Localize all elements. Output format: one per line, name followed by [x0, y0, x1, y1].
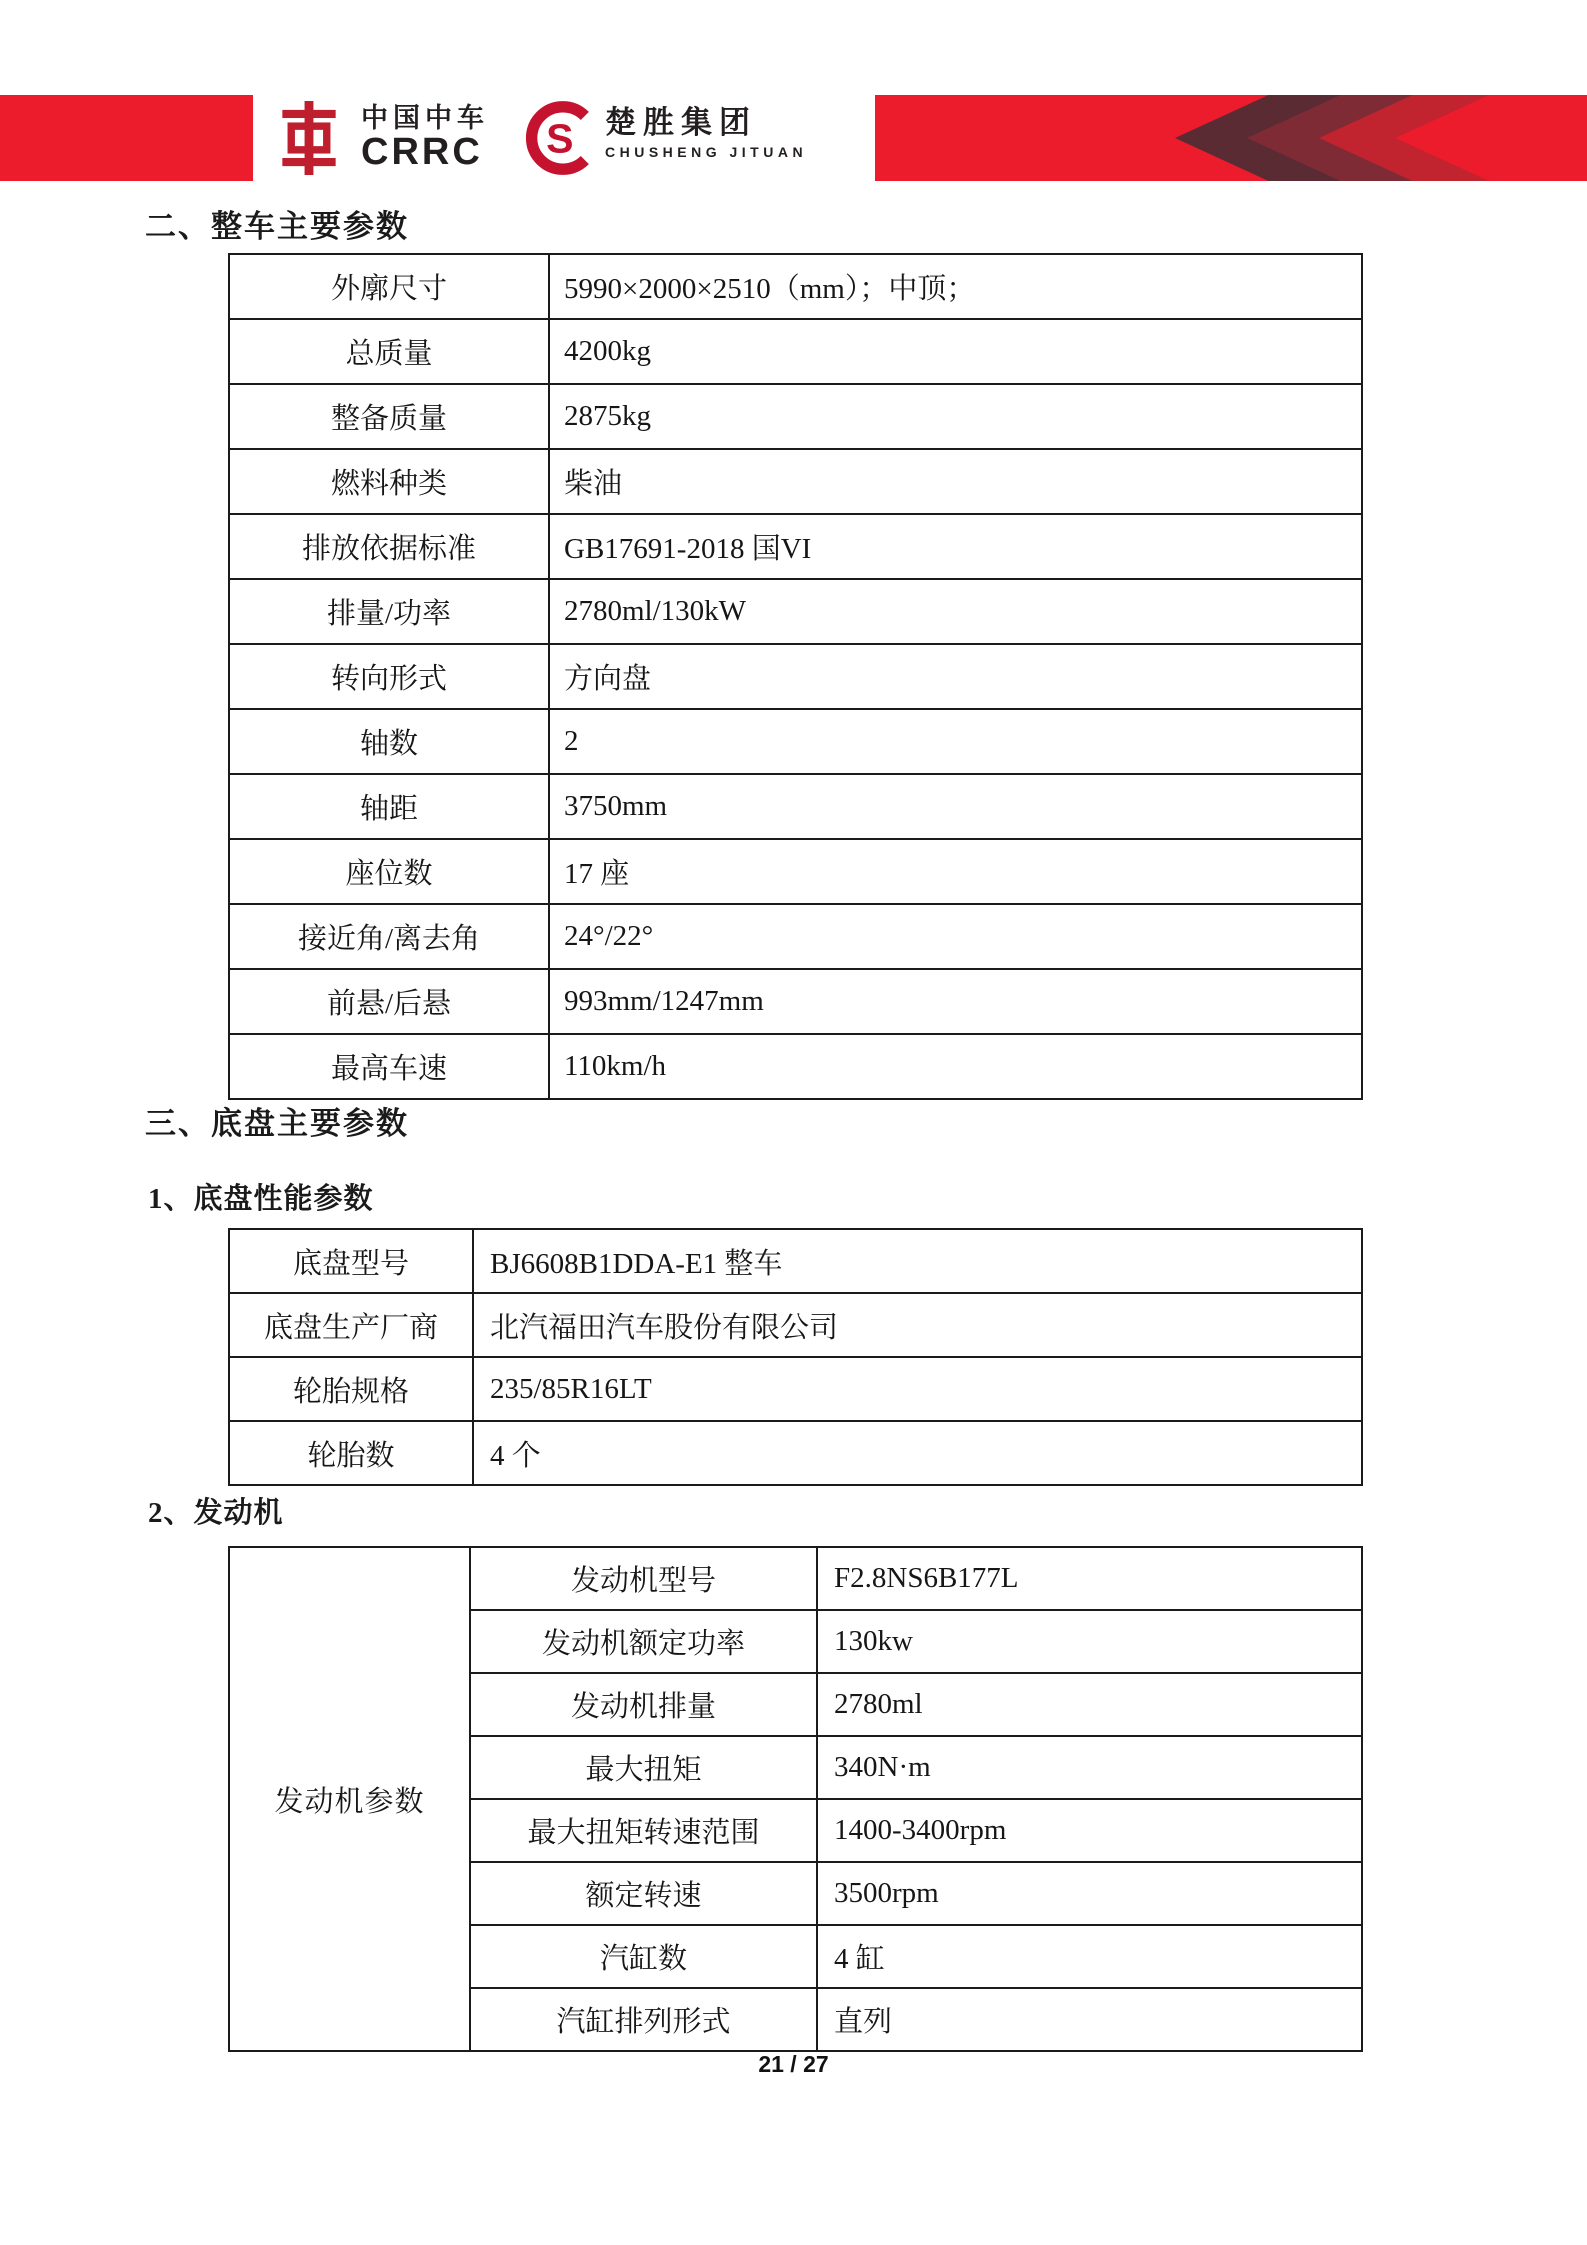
table-row: [229, 319, 1362, 384]
param-label-cell: 轮胎数: [229, 1421, 473, 1485]
param-label-cell: 排放依据标准: [229, 514, 549, 579]
param-label-cell: 底盘生产厂商: [229, 1293, 473, 1357]
table-row: [229, 1034, 1362, 1099]
section-title-vehicle-parameters: 二、整车主要参数: [145, 209, 409, 244]
param-value-cell: 17 座: [549, 839, 1362, 904]
chusheng-logo-en: CHUSHENG JITUAN: [605, 144, 808, 160]
param-value-cell: 5990×2000×2510（mm）；中顶；: [549, 254, 1362, 319]
crrc-logo-text: [361, 103, 489, 171]
crrc-logo-icon: [272, 101, 346, 175]
table-row: [229, 254, 1362, 319]
param-value-cell: 235/85R16LT: [473, 1357, 1362, 1421]
param-label-cell: 轴数: [229, 709, 549, 774]
subsection-title-chassis-performance: 1、底盘性能参数: [148, 1183, 374, 1215]
param-value-cell: 340N·m: [817, 1736, 1362, 1799]
chusheng-monogram: S: [546, 115, 574, 162]
chusheng-logo-icon: [521, 100, 597, 176]
param-label-cell: 总质量: [229, 319, 549, 384]
table-row: [229, 1421, 1362, 1485]
param-label-cell: 发动机型号: [470, 1547, 817, 1610]
engine-parameters-table: [228, 1546, 1363, 2052]
param-value-cell: F2.8NS6B177L: [817, 1547, 1362, 1610]
param-label-cell: 汽缸排列形式: [470, 1988, 817, 2051]
param-label-cell: 发动机额定功率: [470, 1610, 817, 1673]
subsection-title-engine: 2、发动机: [148, 1497, 284, 1529]
table-row: [229, 514, 1362, 579]
param-label-cell: 转向形式: [229, 644, 549, 709]
param-value-cell: 2780ml: [817, 1673, 1362, 1736]
param-value-cell: 2875kg: [549, 384, 1362, 449]
param-label-cell: 座位数: [229, 839, 549, 904]
param-value-cell: 4 缸: [817, 1925, 1362, 1988]
table-row: [229, 904, 1362, 969]
header-red-block-left: [0, 95, 253, 181]
param-label-cell: 燃料种类: [229, 449, 549, 514]
param-value-cell: 993mm/1247mm: [549, 969, 1362, 1034]
table-row: [229, 1293, 1362, 1357]
table-row: [229, 579, 1362, 644]
param-label-cell: 接近角/离去角: [229, 904, 549, 969]
param-value-cell: 柴油: [549, 449, 1362, 514]
param-label-cell: 前悬/后悬: [229, 969, 549, 1034]
param-value-cell: 3750mm: [549, 774, 1362, 839]
table-row: [229, 449, 1362, 514]
vehicle-parameters-table: [228, 253, 1363, 1100]
param-label-cell: 轮胎规格: [229, 1357, 473, 1421]
table-row: [229, 709, 1362, 774]
param-value-cell: 130kw: [817, 1610, 1362, 1673]
param-label-cell: 最高车速: [229, 1034, 549, 1099]
crrc-logo-cn: 中国中车: [361, 103, 489, 133]
table-row: [229, 384, 1362, 449]
param-label-cell: 最大扭矩: [470, 1736, 817, 1799]
param-value-cell: BJ6608B1DDA-E1 整车: [473, 1229, 1362, 1293]
param-value-cell: GB17691-2018 国VI: [549, 514, 1362, 579]
param-value-cell: 2780ml/130kW: [549, 579, 1362, 644]
table-row: [229, 644, 1362, 709]
param-value-cell: 2: [549, 709, 1362, 774]
param-label-cell: 轴距: [229, 774, 549, 839]
table-row: [229, 839, 1362, 904]
section-title-chassis-parameters: 三、底盘主要参数: [145, 1106, 409, 1141]
param-value-cell: 4 个: [473, 1421, 1362, 1485]
param-label-cell: 底盘型号: [229, 1229, 473, 1293]
param-value-cell: 24°/22°: [549, 904, 1362, 969]
logo-row: [253, 95, 875, 181]
chusheng-logo-text: [605, 105, 807, 163]
crrc-logo-en: CRRC: [361, 131, 483, 173]
param-value-cell: 3500rpm: [817, 1862, 1362, 1925]
param-label-cell: 最大扭矩转速范围: [470, 1799, 817, 1862]
table-row: [229, 1357, 1362, 1421]
engine-parameters-group-cell: 发动机参数: [229, 1547, 470, 2051]
table-row: [229, 969, 1362, 1034]
param-value-cell: 北汽福田汽车股份有限公司: [473, 1293, 1362, 1357]
page-number: 21 / 27: [758, 2051, 829, 2077]
param-label-cell: 外廓尺寸: [229, 254, 549, 319]
param-label-cell: 汽缸数: [470, 1925, 817, 1988]
chassis-performance-table: [228, 1228, 1363, 1486]
header-red-block-right: [875, 95, 1587, 181]
param-label-cell: 整备质量: [229, 384, 549, 449]
param-label-cell: 额定转速: [470, 1862, 817, 1925]
param-value-cell: 110km/h: [549, 1034, 1362, 1099]
table-row: [229, 774, 1362, 839]
table-row: [229, 1229, 1362, 1293]
chusheng-logo-cn: 楚胜集团: [605, 105, 757, 140]
param-value-cell: 1400-3400rpm: [817, 1799, 1362, 1862]
table-row: [229, 1547, 1362, 1610]
param-label-cell: 排量/功率: [229, 579, 549, 644]
param-value-cell: 方向盘: [549, 644, 1362, 709]
param-label-cell: 发动机排量: [470, 1673, 817, 1736]
param-value-cell: 4200kg: [549, 319, 1362, 384]
param-value-cell: 直列: [817, 1988, 1362, 2051]
